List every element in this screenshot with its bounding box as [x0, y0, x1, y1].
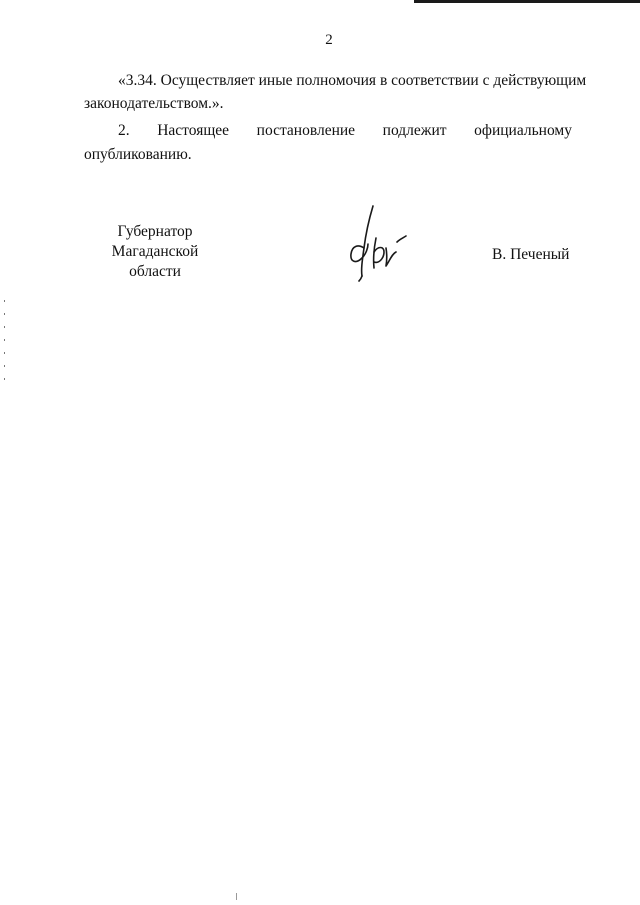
- signatory-title-line-1: Губернатор: [117, 223, 193, 240]
- paragraph-2-line-1: [118, 122, 572, 140]
- paragraph-1-line-2: законодательством.».: [84, 95, 224, 112]
- paragraph-2-word: подлежит: [382, 122, 447, 139]
- paragraph-2-word: постановление: [256, 122, 356, 139]
- top-edge-rule: [414, 0, 640, 3]
- paragraph-2-number: 2.: [118, 122, 130, 139]
- signatory-name: В. Печеный: [492, 246, 570, 263]
- signatory-title: [84, 222, 226, 282]
- page-number: 2: [325, 32, 333, 48]
- handwritten-signature: [340, 202, 410, 282]
- bottom-scan-mark: [236, 893, 237, 900]
- paragraph-2-word: официальному: [474, 122, 572, 139]
- paragraph-2-line-2: опубликованию.: [84, 146, 192, 163]
- margin-scan-marks: [4, 300, 8, 390]
- signatory-title-line-2: Магаданской области: [111, 243, 199, 280]
- paragraph-2-word: Настоящее: [157, 122, 230, 139]
- paragraph-1-line-1: «3.34. Осуществляет иные полномочия в соответствии с действующим: [118, 72, 587, 89]
